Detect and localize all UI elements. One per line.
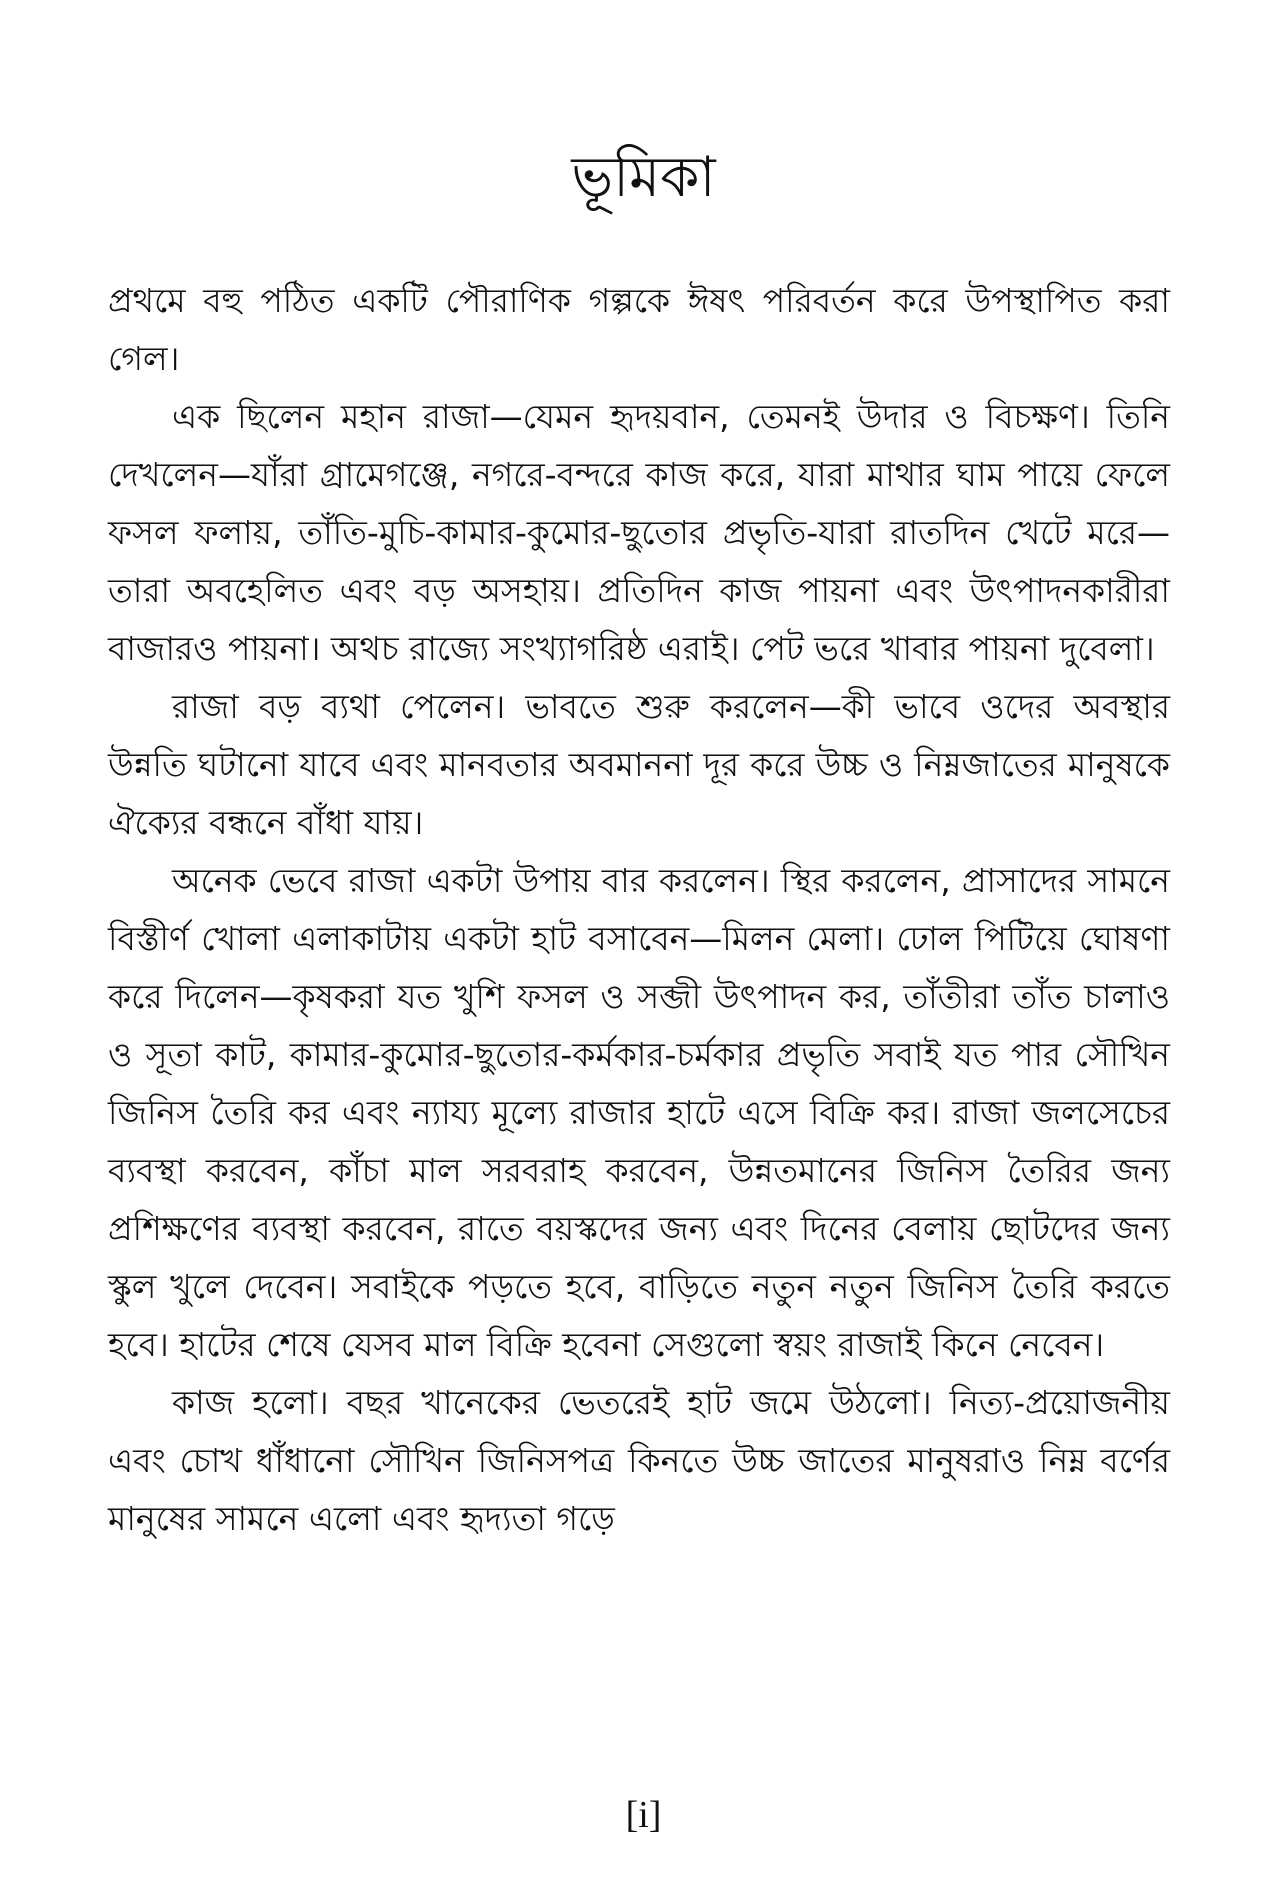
body-text <box>108 272 1170 1548</box>
page-number: [i] <box>625 1794 662 1836</box>
paragraph-intro: প্রথমে বহু পঠিত একটি পৌরাণিক গল্পকে ঈষৎ পরিবর্তন করে উপস্থাপিত করা গেল। <box>108 281 1170 378</box>
paragraph-king: এক ছিলেন মহান রাজা—যেমন হৃদয়বান, তেমনই উদার ও বিচক্ষণ। তিনি দেখলেন—যাঁরা গ্রামেগঞ্জে, নগরে-বন্দরে কাজ করে, যারা মাথার ঘাম পায়ে ফেলে ফসল ফলায়, তাঁতি-মুচি-কামার-কুমোর-ছুতোর প্রভৃতি-যারা রাতদিন খেটে মরে—তারা অবহেলিত এবং বড় অসহায়। প্রতিদিন কাজ পায়না এবং উৎপাদনকারীরা বাজারও পায়না। অথচ রাজ্যে সংখ্যাগরিষ্ঠ এরাই। পেট ভরে খাবার পায়না দুবেলা। <box>108 397 1170 668</box>
paragraph-king-sorrow: রাজা বড় ব্যথা পেলেন। ভাবতে শুরু করলেন—কী ভাবে ওদের অবস্থার উন্নতি ঘটানো যাবে এবং মানবতার অবমাননা দূর করে উচ্চ ও নিম্নজাতের মানুষকে ঐক্যের বন্ধনে বাঁধা যায়। <box>108 687 1170 842</box>
paragraph-market-plan: অনেক ভেবে রাজা একটা উপায় বার করলেন। স্থির করলেন, প্রাসাদের সামনে বিস্তীর্ণ খোলা এলাকাটায় একটা হাট বসাবেন—মিলন মেলা। ঢোল পিটিয়ে ঘোষণা করে দিলেন—কৃষকরা যত খুশি ফসল ও সব্জী উৎপাদন কর, তাঁতীরা তাঁত চালাও ও সূতা কাট, কামার-কুমোর-ছুতোর-কর্মকার-চর্মকার প্রভৃতি সবাই যত পার সৌখিন জিনিস তৈরি কর এবং ন্যায্য মূল্যে রাজার হাটে এসে বিক্রি কর। রাজা জলসেচের ব্যবস্থা করবেন, কাঁচা মাল সরবরাহ করবেন, উন্নতমানের জিনিস তৈরির জন্য প্রশিক্ষণের ব্যবস্থা করবেন, রাতে বয়স্কদের জন্য এবং দিনের বেলায় ছোটদের জন্য স্কুল খুলে দেবেন। সবাইকে পড়তে হবে, বাড়িতে নতুন নতুন জিনিস তৈরি করতে হবে। হাটের শেষে যেসব মাল বিক্রি হবেনা সেগুলো স্বয়ং রাজাই কিনে নেবেন। <box>108 861 1170 1364</box>
paragraph-market-result: কাজ হলো। বছর খানেকের ভেতরেই হাট জমে উঠলো। নিত্য-প্রয়োজনীয় এবং চোখ ধাঁধানো সৌখিন জিনিসপত্র কিনতে উচ্চ জাতের মানুষরাও নিম্ন বর্ণের মানুষের সামনে এলো এবং হৃদ্যতা গড়ে <box>108 1383 1170 1538</box>
page-title: ভূমিকা <box>571 145 716 210</box>
